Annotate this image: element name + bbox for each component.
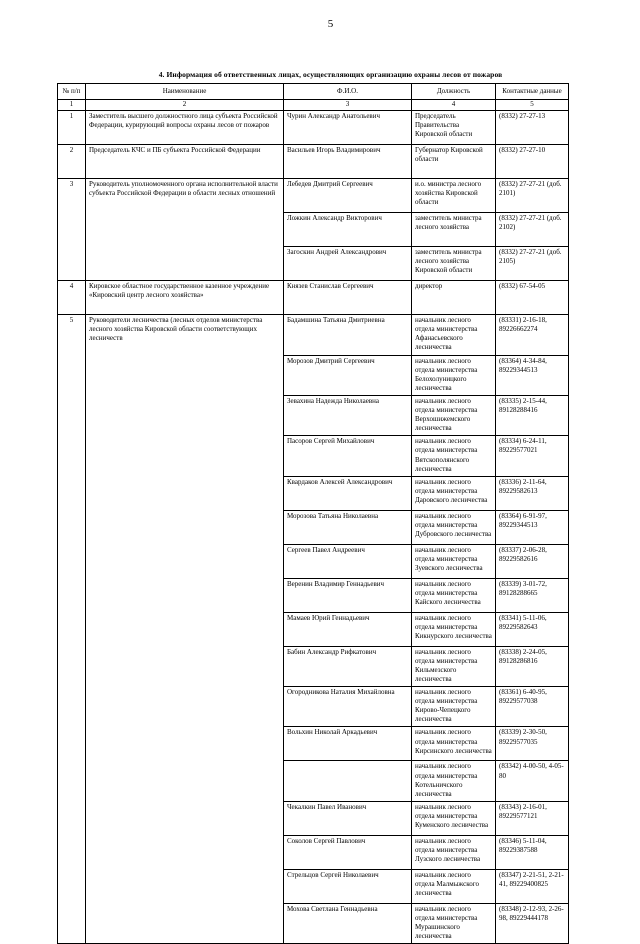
colnum-4: 4	[412, 100, 496, 111]
cell-contact: (83334) 6-24-11, 89229577021	[496, 436, 569, 476]
cell-contact: (83337) 2-06-28, 89229582616	[496, 544, 569, 578]
cell-position: Председатель Правительства Кировской области	[412, 111, 496, 145]
cell-num: 3	[58, 179, 86, 281]
cell-name: Председатель КЧС и ПБ субъекта Российской Федерации	[86, 145, 284, 179]
cell-position: начальник лесного отдела министерства Мурашинского лесничества	[412, 903, 496, 943]
cell-fio: Ложкин Александр Викторович	[284, 213, 412, 247]
cell-contact: (83347) 2-21-51, 2-21-41, 89229400825	[496, 869, 569, 903]
cell-position: начальник лесного отдела Малмыжского лесничества	[412, 869, 496, 903]
cell-position: начальник лесного отдела министерства Куменского лесничества	[412, 801, 496, 835]
cell-contact: (83335) 2-15-44, 89128288416	[496, 395, 569, 435]
cell-contact: (8332) 27-27-21 (доб. 2105)	[496, 247, 569, 281]
header-name: Наименование	[86, 84, 284, 100]
cell-position: заместитель министра лесного хозяйства	[412, 213, 496, 247]
cell-position: начальник лесного отдела министерства Кайского лесничества	[412, 578, 496, 612]
header-num: № п/п	[58, 84, 86, 100]
colnum-5: 5	[496, 100, 569, 111]
cell-fio: Сергеев Павел Андреевич	[284, 544, 412, 578]
cell-position: начальник лесного отдела министерства Верхошижемского лесничества	[412, 395, 496, 435]
cell-position: начальник лесного отдела министерства Кикнурского лесничества	[412, 612, 496, 646]
cell-num: 2	[58, 145, 86, 179]
cell-position: начальник лесного отдела министерства Котельничского лесничества	[412, 761, 496, 801]
cell-contact: (83364) 4-34-84, 89229344513	[496, 355, 569, 395]
cell-contact: (8332) 27-27-13	[496, 111, 569, 145]
cell-name: Руководители лесничества (лесных отделов министерства лесного хозяйства Кировской области соответствующих лесничеств	[86, 315, 284, 944]
cell-fio: Квардаков Алексей Александрович	[284, 476, 412, 510]
cell-contact: (83342) 4-00-50, 4-05-80	[496, 761, 569, 801]
cell-contact: (83343) 2-16-01, 89229577121	[496, 801, 569, 835]
cell-position: и.о. министра лесного хозяйства Кировской области	[412, 179, 496, 213]
cell-fio: Мамаев Юрий Геннадьевич	[284, 612, 412, 646]
cell-fio: Стрельцов Сергей Николаевич	[284, 869, 412, 903]
cell-fio: Чекалкин Павел Иванович	[284, 801, 412, 835]
cell-num: 5	[58, 315, 86, 944]
cell-contact: (8332) 27-27-10	[496, 145, 569, 179]
cell-contact: (8332) 27-27-21 (доб. 2102)	[496, 213, 569, 247]
cell-position: Губернатор Кировской области	[412, 145, 496, 179]
header-fio: Ф.И.О.	[284, 84, 412, 100]
cell-position: начальник лесного отдела министерства Дубровского лесничества	[412, 510, 496, 544]
cell-fio: Веренин Владимир Геннадьевич	[284, 578, 412, 612]
cell-fio	[284, 761, 412, 801]
colnum-3: 3	[284, 100, 412, 111]
table-row	[58, 111, 569, 145]
cell-num: 4	[58, 281, 86, 315]
cell-contact: (83331) 2-16-18, 89226662274	[496, 315, 569, 355]
cell-position: заместитель министра лесного хозяйства Кировской области	[412, 247, 496, 281]
cell-num: 1	[58, 111, 86, 145]
cell-contact: (83341) 5-11-06, 89229582643	[496, 612, 569, 646]
cell-contact: (83338) 2-24-05, 89128286816	[496, 646, 569, 686]
cell-contact: (83348) 2-12-93, 2-26-98, 89229444178	[496, 903, 569, 943]
cell-position: начальник лесного отдела министерства Даровского лесничества	[412, 476, 496, 510]
colnum-1: 1	[58, 100, 86, 111]
cell-name: Руководитель уполномоченного органа исполнительной власти субъекта Российской Федерации в области лесных отношений	[86, 179, 284, 281]
cell-contact: (83346) 5-11-04, 89229387588	[496, 835, 569, 869]
header-position: Должность	[412, 84, 496, 100]
cell-contact: (8332) 27-27-21 (доб. 2101)	[496, 179, 569, 213]
section-title: 4. Информация об ответственных лицах, осуществляющих организацию охраны лесов от пожаров	[158, 70, 503, 79]
cell-fio: Мохова Светлана Геннадьевна	[284, 903, 412, 943]
cell-position: начальник лесного отдела министерства Кильмезского лесничества	[412, 646, 496, 686]
cell-position: начальник лесного отдела министерства Кирово-Чепецкого лесничества	[412, 687, 496, 727]
column-numbers-row	[58, 100, 569, 111]
table-row	[58, 315, 569, 355]
header-row	[58, 84, 569, 100]
cell-name: Кировское областное государственное казенное учреждение «Кировский центр лесного хозяйства»	[86, 281, 284, 315]
responsible-persons-table	[57, 83, 569, 944]
cell-position: начальник лесного отдела министерства Белохолуницкого лесничества	[412, 355, 496, 395]
table-header	[58, 84, 569, 111]
cell-contact: (83339) 3-01-72, 89128288665	[496, 578, 569, 612]
table-row	[58, 281, 569, 315]
cell-fio: Морозов Дмитрий Сергеевич	[284, 355, 412, 395]
cell-position: начальник лесного отдела министерства Афанасьевского лесничества	[412, 315, 496, 355]
cell-position: начальник лесного отдела министерства Зуевского лесничества	[412, 544, 496, 578]
cell-fio: Лебедев Дмитрий Сергеевич	[284, 179, 412, 213]
cell-fio: Васильев Игорь Владимирович	[284, 145, 412, 179]
cell-fio: Вольхин Николай Аркадьевич	[284, 727, 412, 761]
page-number: 5	[327, 18, 334, 30]
table-body	[58, 111, 569, 944]
cell-position: начальник лесного отдела министерства Лузского лесничества	[412, 835, 496, 869]
cell-position: начальник лесного отдела министерства Кирсинского лесничества	[412, 727, 496, 761]
cell-contact: (83364) 6-91-97, 89229344513	[496, 510, 569, 544]
cell-fio: Морозова Татьяна Николаевна	[284, 510, 412, 544]
cell-position: директор	[412, 281, 496, 315]
cell-fio: Бадамшина Татьяна Дмитриевна	[284, 315, 412, 355]
cell-fio: Соколов Сергей Павлович	[284, 835, 412, 869]
cell-fio: Чурин Александр Анатольевич	[284, 111, 412, 145]
cell-contact: (8332) 67-54-05	[496, 281, 569, 315]
cell-fio: Огородникова Наталия Михайловна	[284, 687, 412, 727]
table-row	[58, 145, 569, 179]
cell-contact: (83361) 6-40-95, 89229577038	[496, 687, 569, 727]
cell-fio: Князев Станислав Сергеевич	[284, 281, 412, 315]
cell-fio: Зевахина Надежда Николаевна	[284, 395, 412, 435]
header-contact: Контактные данные	[496, 84, 569, 100]
cell-name: Заместитель высшего должностного лица субъекта Российской Федерации, курирующий вопросы охраны лесов от пожаров	[86, 111, 284, 145]
cell-fio: Бабин Александр Рифкатович	[284, 646, 412, 686]
colnum-2: 2	[86, 100, 284, 111]
cell-position: начальник лесного отдела министерства Вятскополянского лесничества	[412, 436, 496, 476]
cell-fio: Пасоров Сергей Михайлович	[284, 436, 412, 476]
cell-contact: (83336) 2-11-64, 89229582613	[496, 476, 569, 510]
table-row	[58, 179, 569, 213]
cell-fio: Загоскин Андрей Александрович	[284, 247, 412, 281]
cell-contact: (83339) 2-30-50, 89229577035	[496, 727, 569, 761]
